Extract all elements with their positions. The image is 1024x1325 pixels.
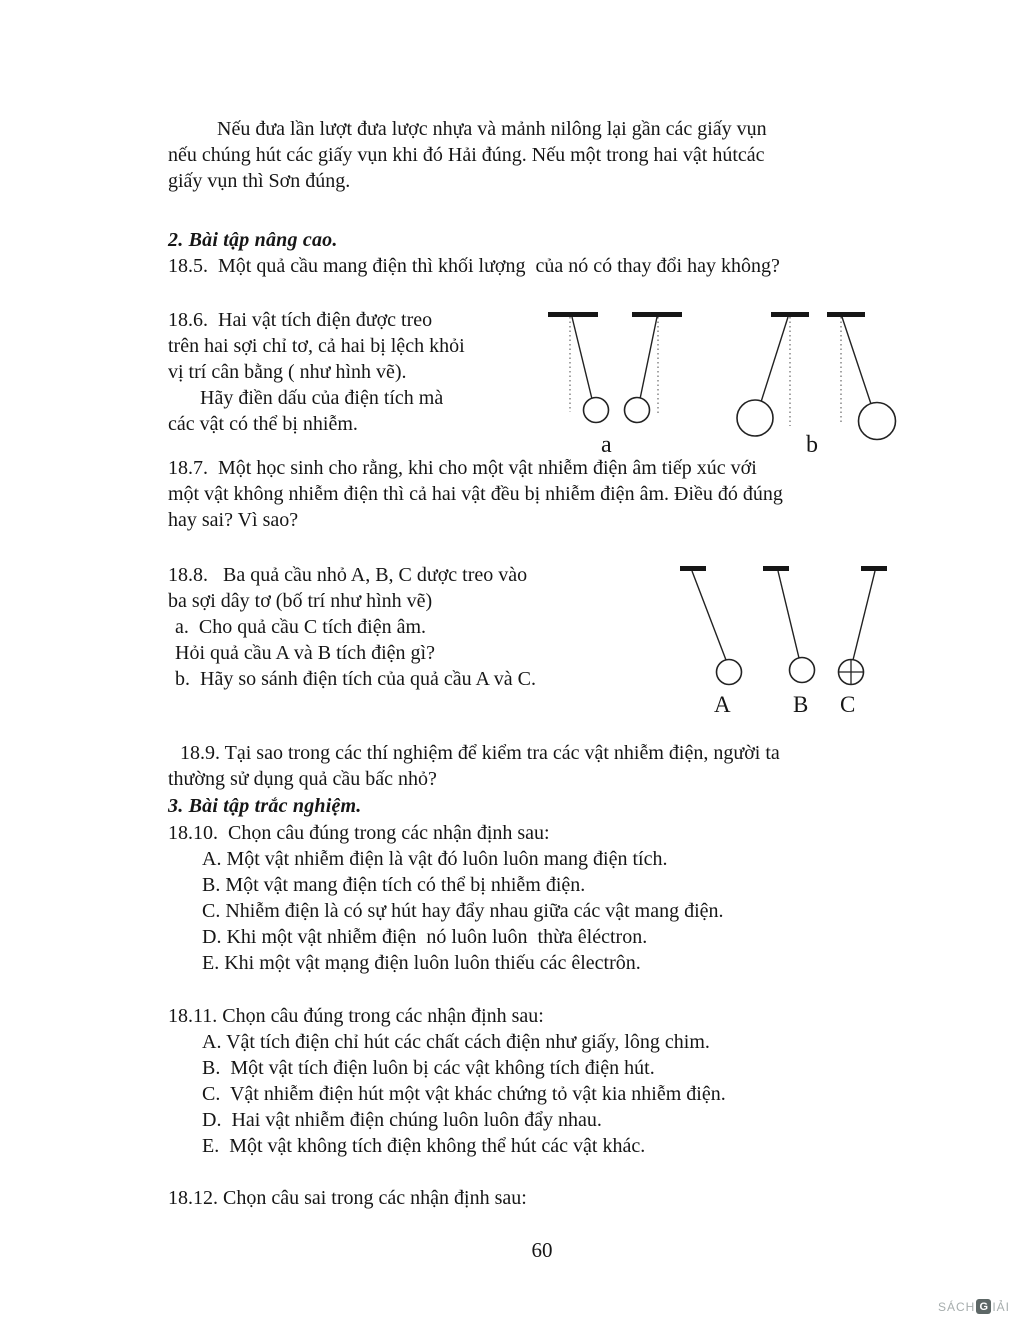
pendulum-support: [763, 566, 789, 571]
question-18-5: [168, 253, 916, 279]
text-line: 18.9. Tại sao trong các thí nghiệm để kiểm tra các vật nhiễm điện, người ta: [180, 742, 780, 764]
figure-label-A: A: [714, 692, 731, 717]
pendulum-ball: [584, 398, 609, 423]
text-line: 18.5. Một quả cầu mang điện thì khối lượng của nó có thay đổi hay không?: [168, 255, 780, 277]
pendulum-ball-B: [790, 658, 815, 683]
text-line: giấy vụn thì Sơn đúng.: [168, 170, 351, 192]
question-18-7: [168, 455, 916, 533]
text-line: Hỏi quả cầu A và B tích điện gì?: [175, 642, 435, 664]
pendulum-string: [778, 571, 799, 658]
text-line: trên hai sợi chỉ tơ, cả hai bị lệch khỏi: [168, 335, 465, 357]
pendulum-ball: [859, 403, 896, 440]
text-line: Nếu đưa lần lượt đưa lược nhựa và mảnh nilông lại gần các giấy vụn: [217, 118, 767, 140]
text-line: một vật không nhiễm điện thì cả hai vật đều bị nhiễm điện âm. Điều đó đúng: [168, 483, 783, 505]
section-heading-nang-cao: 2. Bài tập nâng cao.: [168, 229, 338, 251]
question-18-10: [168, 820, 916, 976]
option-row: B. Một vật tích điện luôn bị các vật không tích điện hút.: [202, 1057, 655, 1079]
watermark-text: SÁCH: [937, 1299, 976, 1314]
question-18-6: [168, 307, 540, 437]
text-line: a. Cho quả cầu C tích điện âm.: [175, 616, 427, 638]
text-line: 18.8. Ba quả cầu nhỏ A, B, C dược treo vào: [168, 564, 528, 586]
pendulum-string: [692, 571, 726, 660]
question-header: 18.10. Chọn câu đúng trong các nhận định sau:: [168, 822, 550, 844]
pendulum-string: [853, 571, 875, 660]
text-line: hay sai? Vì sao?: [168, 509, 299, 531]
pendulum-ball-A: [717, 660, 742, 685]
pendulum-string: [842, 317, 871, 404]
question-18-12: [168, 1185, 916, 1211]
text-line: ba sợi dây tơ (bố trí như hình vẽ): [168, 590, 433, 612]
pendulum-support: [827, 312, 865, 317]
text-line: Hãy điền dấu của điện tích mà: [200, 387, 444, 409]
text-line: 18.6. Hai vật tích điện được treo: [168, 309, 433, 331]
watermark-logo-icon: G: [976, 1299, 991, 1314]
figure-label-b: b: [806, 432, 818, 458]
pendulum-ball: [737, 400, 773, 436]
question-18-11: [168, 1003, 916, 1159]
figure-label-a: a: [601, 432, 612, 458]
pendulum-string: [640, 317, 657, 399]
pendulum-string: [572, 317, 592, 399]
option-row: E. Một vật không tích điện không thể hút các vật khác.: [202, 1135, 646, 1157]
question-18-9: [168, 740, 916, 792]
section-heading-trac-nghiem: 3. Bài tập trắc nghiệm.: [168, 795, 362, 817]
option-row: D. Hai vật nhiễm điện chúng luôn luôn đẩy nhau.: [202, 1109, 602, 1131]
option-row: A. Một vật nhiễm điện là vật đó luôn luôn mang điện tích.: [202, 848, 668, 870]
pendulum-support: [548, 312, 598, 317]
pendulum-support: [680, 566, 706, 571]
text-line: các vật có thể bị nhiễm.: [168, 413, 358, 435]
figure-label-C: C: [840, 692, 856, 717]
watermark-text: IẢI: [992, 1299, 1010, 1314]
watermark: [938, 1299, 1010, 1314]
pendulum-support: [632, 312, 682, 317]
text-line: vị trí cân bằng ( như hình vẽ).: [168, 361, 407, 383]
pendulum-support: [771, 312, 809, 317]
text-line: 18.12. Chọn câu sai trong các nhận định sau:: [168, 1187, 527, 1209]
text-line: b. Hãy so sánh điện tích của quả cầu A và C.: [175, 668, 537, 690]
option-row: B. Một vật mang điện tích có thể bị nhiễm điện.: [202, 874, 586, 896]
text-line: 18.7. Một học sinh cho rằng, khi cho một vật nhiễm điện âm tiếp xúc với: [168, 457, 757, 479]
figure-pendulums-ab: [540, 303, 915, 458]
option-row: D. Khi một vật nhiễm điện nó luôn luôn thừa êléctron.: [202, 926, 648, 948]
option-row: E. Khi một vật mạng điện luôn luôn thiếu các êlectrôn.: [202, 952, 641, 974]
figure-pendulums-abc: [672, 558, 914, 720]
option-row: A. Vật tích điện chỉ hút các chất cách điện như giấy, lông chim.: [202, 1031, 710, 1053]
text-line: thường sử dụng quả cầu bấc nhỏ?: [168, 768, 437, 790]
option-row: C. Vật nhiễm điện hút một vật khác chứng tỏ vật kia nhiễm điện.: [202, 1083, 726, 1105]
pendulum-ball: [625, 398, 650, 423]
question-18-8: [168, 562, 688, 692]
figure-label-B: B: [793, 692, 809, 717]
intro-paragraph: [168, 116, 916, 194]
pendulum-support: [861, 566, 887, 571]
pendulum-string: [761, 317, 788, 402]
question-header: 18.11. Chọn câu đúng trong các nhận định sau:: [168, 1005, 544, 1027]
text-line: nếu chúng hút các giấy vụn khi đó Hải đúng. Nếu một trong hai vật hútcác: [168, 144, 765, 166]
page-number: 60: [531, 1238, 553, 1262]
option-row: C. Nhiễm điện là có sự hút hay đẩy nhau giữa các vật mang điện.: [202, 900, 724, 922]
